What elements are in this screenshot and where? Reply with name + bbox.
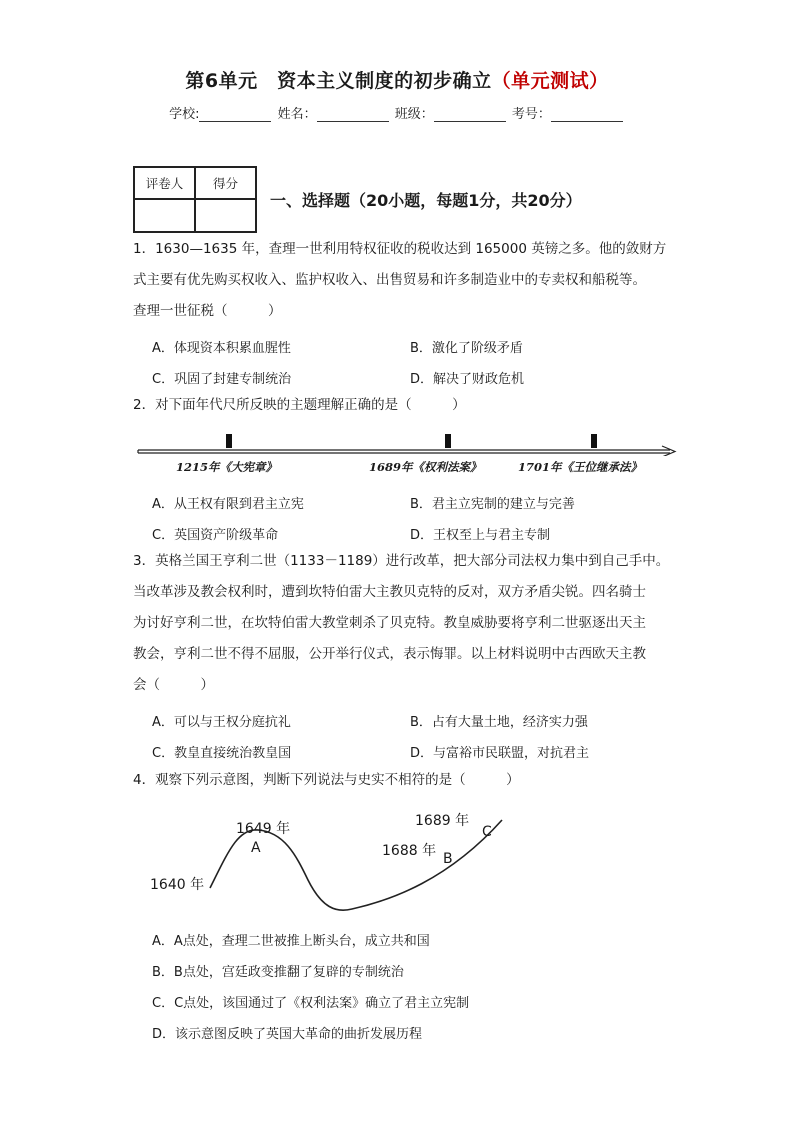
- q2-option-a[interactable]: A．从王权有限到君主立宪: [152, 497, 304, 512]
- q4-option-a[interactable]: A．A点处，查理二世被推上断头台，成立共和国: [152, 934, 430, 949]
- timeline-label-1689: 1689年《权利法案》: [369, 460, 482, 474]
- section-title: 一、选择题（20小题，每题1分，共20分）: [270, 191, 582, 210]
- question-4-stem: [133, 765, 678, 796]
- class-label: 班级：: [394, 107, 434, 122]
- question-stem-line: 当改革涉及教会权利时，遭到坎特伯雷大主教贝克特的反对，双方矛盾尖锐。四名骑士: [133, 584, 646, 600]
- q4-option-c[interactable]: C．C点处，该国通过了《权利法案》确立了君主立宪制: [152, 996, 470, 1011]
- question-stem-line: 1．1630—1635 年，查理一世利用特权征收的税收达到 165000 英镑之多。他的敛财方: [133, 241, 667, 257]
- q1-option-c[interactable]: C．巩固了封建专制统治: [152, 372, 292, 387]
- school-label: 学校:: [169, 107, 200, 122]
- q3-option-a[interactable]: A．可以与王权分庭抗礼: [152, 715, 291, 730]
- question-3-stem: [133, 546, 678, 701]
- exam-no-field[interactable]: [551, 109, 623, 122]
- timeline-arrow-icon: [662, 446, 675, 456]
- q3-option-d[interactable]: D．与富裕市民联盟，对抗君主: [410, 746, 590, 761]
- name-field[interactable]: [317, 109, 389, 122]
- q1-option-a[interactable]: A．体现资本积累血腥性: [152, 341, 291, 356]
- question-stem-line: 3．英格兰国王亨利二世（1133－1189）进行改革，把大部分司法权力集中到自己手中。: [133, 553, 670, 569]
- question-1-stem: [133, 234, 678, 327]
- score-cell[interactable]: [195, 199, 256, 232]
- label-1688: 1688 年: [382, 843, 437, 859]
- label-1649: 1649 年: [236, 821, 291, 837]
- timeline-marker-1701: [591, 434, 597, 448]
- q2-option-d[interactable]: D．王权至上与君主专制: [410, 528, 551, 543]
- q1-option-b[interactable]: B．激化了阶级矛盾: [410, 341, 523, 356]
- question-stem-line: 2．对下面年代尺所反映的主题理解正确的是（ ）: [133, 397, 466, 413]
- title-main: 第6单元 资本主义制度的初步确立: [185, 70, 492, 92]
- timeline-marker-1215: [226, 434, 232, 448]
- q4-option-d[interactable]: D．该示意图反映了英国大革命的曲折发展历程: [152, 1027, 423, 1042]
- q1-option-d[interactable]: D．解决了财政危机: [410, 372, 525, 387]
- q2-option-c[interactable]: C．英国资产阶级革命: [152, 528, 279, 543]
- question-stem-line: 查理一世征税（ ）: [133, 303, 282, 319]
- title-subtitle: （单元测试）: [491, 70, 609, 92]
- label-1640: 1640 年: [150, 877, 205, 893]
- question-stem-line: 教会，亨利二世不得不屈服，公开举行仪式，表示悔罪。以上材料说明中古西欧天主教: [133, 646, 646, 662]
- timeline-ruler: [130, 428, 680, 456]
- q2-option-b[interactable]: B．君主立宪制的建立与完善: [410, 497, 575, 512]
- exam-no-label: 考号：: [511, 107, 551, 122]
- score-box: [133, 166, 257, 233]
- point-c-label: C: [482, 824, 492, 840]
- point-b-label: B: [443, 851, 453, 867]
- timeline-label-1215: 1215年《大宪章》: [176, 460, 278, 474]
- page-title: [0, 66, 794, 93]
- point-a-label: A: [251, 840, 261, 856]
- question-stem-line: 会（ ）: [133, 677, 214, 693]
- name-label: 姓名：: [277, 107, 317, 122]
- question-stem-line: 4．观察下列示意图，判断下列说法与史实不相符的是（ ）: [133, 772, 520, 788]
- question-stem-line: 为讨好亨利二世，在坎特伯雷大教堂刺杀了贝克特。教皇威胁要将亨利二世驱逐出天主: [133, 615, 646, 631]
- q4-option-b[interactable]: B．B点处，宫廷政变推翻了复辟的专制统治: [152, 965, 404, 980]
- question-stem-line: 式主要有优先购买权收入、监护权收入、出售贸易和许多制造业中的专卖权和船税等。: [133, 272, 646, 288]
- class-field[interactable]: [434, 109, 506, 122]
- student-info-line: [0, 103, 794, 122]
- timeline-marker-1689: [445, 434, 451, 448]
- question-2-stem: [133, 390, 678, 421]
- grader-label: 评卷人: [134, 167, 195, 199]
- score-label: 得分: [195, 167, 256, 199]
- grader-cell[interactable]: [134, 199, 195, 232]
- timeline-label-1701: 1701年《王位继承法》: [518, 460, 643, 474]
- q3-option-c[interactable]: C．教皇直接统治教皇国: [152, 746, 292, 761]
- label-1689: 1689 年: [415, 813, 470, 829]
- q3-option-b[interactable]: B．占有大量土地，经济实力强: [410, 715, 588, 730]
- school-field[interactable]: [199, 109, 271, 122]
